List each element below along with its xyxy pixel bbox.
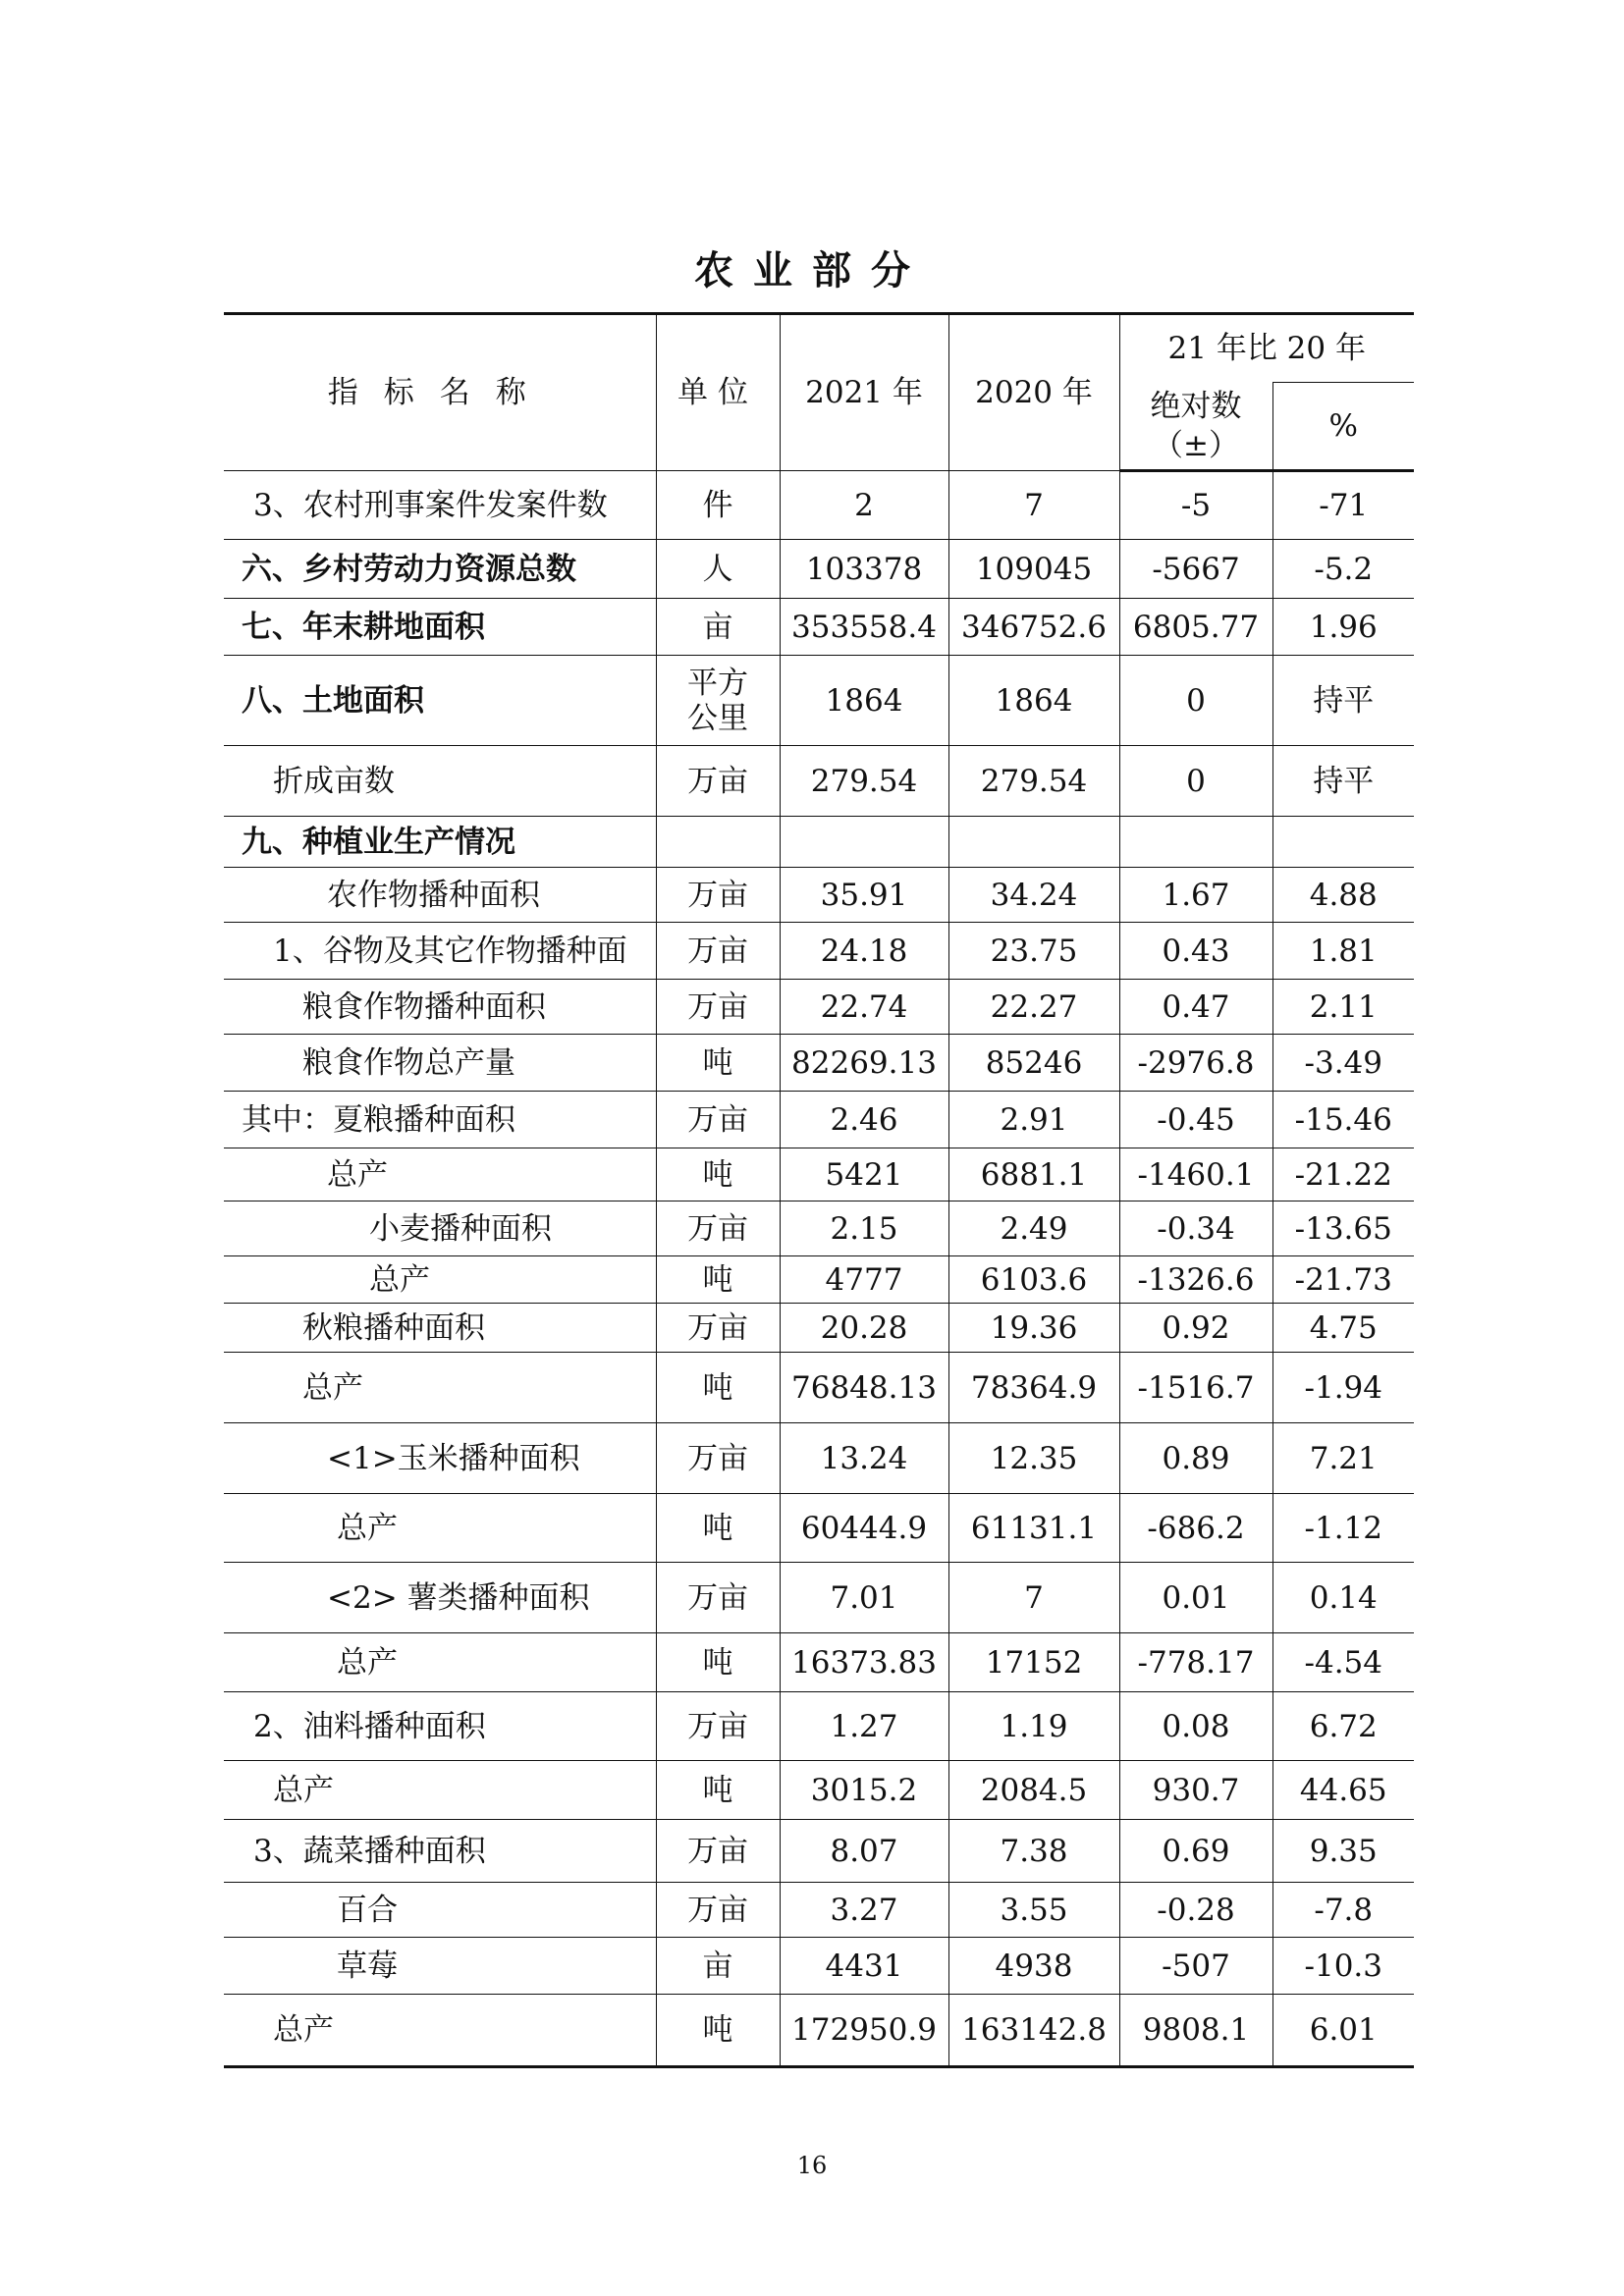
row-value-2020: 2.49 [948, 1201, 1119, 1256]
row-unit: 吨 [656, 1995, 780, 2067]
row-label: 总产 [224, 1995, 656, 2067]
row-percent-change [1272, 817, 1414, 868]
row-percent-change: 6.01 [1272, 1995, 1414, 2067]
row-label: 折成亩数 [224, 746, 656, 817]
row-value-2021: 35.91 [780, 868, 948, 923]
row-absolute-change: 6805.77 [1119, 599, 1272, 656]
row-absolute-change: 0.47 [1119, 980, 1272, 1035]
row-percent-change: 9.35 [1272, 1820, 1414, 1883]
row-value-2021 [780, 817, 948, 868]
row-percent-change: -10.3 [1272, 1938, 1414, 1995]
row-percent-change: 2.11 [1272, 980, 1414, 1035]
row-unit: 吨 [656, 1035, 780, 1092]
row-unit: 万亩 [656, 1820, 780, 1883]
row-percent-change: 1.81 [1272, 923, 1414, 980]
row-label: 总产 [224, 1148, 656, 1201]
row-absolute-change: 0.01 [1119, 1563, 1272, 1633]
table-row [224, 1353, 1414, 1423]
row-value-2020: 61131.1 [948, 1494, 1119, 1563]
row-absolute-change: 1.67 [1119, 868, 1272, 923]
row-unit: 件 [656, 471, 780, 540]
table-row [224, 746, 1414, 817]
row-unit: 吨 [656, 1148, 780, 1201]
row-percent-change: 持平 [1272, 656, 1414, 746]
table-row [224, 1148, 1414, 1201]
table-row [224, 656, 1414, 746]
row-unit: 吨 [656, 1633, 780, 1692]
row-label: 2、油料播种面积 [224, 1692, 656, 1761]
header-percent: % [1272, 383, 1414, 471]
row-percent-change: 4.75 [1272, 1304, 1414, 1353]
table-row [224, 1256, 1414, 1304]
row-value-2020: 163142.8 [948, 1995, 1119, 2067]
row-percent-change: -21.73 [1272, 1256, 1414, 1304]
row-value-2021: 2.15 [780, 1201, 948, 1256]
row-value-2020: 34.24 [948, 868, 1119, 923]
table-row [224, 868, 1414, 923]
table-row [224, 980, 1414, 1035]
row-value-2020: 1864 [948, 656, 1119, 746]
row-percent-change: 4.88 [1272, 868, 1414, 923]
table-row [224, 1035, 1414, 1092]
row-unit: 吨 [656, 1761, 780, 1820]
row-value-2021: 2.46 [780, 1092, 948, 1148]
row-label: 总产 [224, 1256, 656, 1304]
table-row [224, 1563, 1414, 1633]
header-2020: 2020 年 [948, 314, 1119, 471]
table-row [224, 1995, 1414, 2067]
row-value-2021: 3015.2 [780, 1761, 948, 1820]
header-absolute-text: 绝对数（±） [1150, 388, 1242, 463]
row-unit: 万亩 [656, 980, 780, 1035]
row-label: 粮食作物播种面积 [224, 980, 656, 1035]
row-percent-change: 1.96 [1272, 599, 1414, 656]
row-absolute-change: -507 [1119, 1938, 1272, 1995]
row-value-2021: 60444.9 [780, 1494, 948, 1563]
row-value-2020: 78364.9 [948, 1353, 1119, 1423]
row-value-2020 [948, 817, 1119, 868]
table-row [224, 540, 1414, 599]
row-label: <1>玉米播种面积 [224, 1423, 656, 1494]
row-label: 粮食作物总产量 [224, 1035, 656, 1092]
row-unit: 万亩 [656, 1692, 780, 1761]
table-row [224, 1633, 1414, 1692]
table-row [224, 1820, 1414, 1883]
table-row [224, 1938, 1414, 1995]
row-value-2021: 1864 [780, 656, 948, 746]
header-absolute [1119, 383, 1272, 471]
row-value-2020: 3.55 [948, 1883, 1119, 1938]
row-value-2021: 2 [780, 471, 948, 540]
agriculture-stats-table [224, 312, 1414, 2068]
row-unit: 万亩 [656, 1092, 780, 1148]
row-absolute-change: -2976.8 [1119, 1035, 1272, 1092]
row-value-2021: 172950.9 [780, 1995, 948, 2067]
row-label: 小麦播种面积 [224, 1201, 656, 1256]
row-value-2021: 103378 [780, 540, 948, 599]
row-label: 3、蔬菜播种面积 [224, 1820, 656, 1883]
row-percent-change: -1.94 [1272, 1353, 1414, 1423]
row-unit: 吨 [656, 1256, 780, 1304]
row-unit: 吨 [656, 1353, 780, 1423]
row-unit: 吨 [656, 1494, 780, 1563]
row-value-2021: 16373.83 [780, 1633, 948, 1692]
row-label: 总产 [224, 1761, 656, 1820]
row-value-2020: 17152 [948, 1633, 1119, 1692]
row-unit: 万亩 [656, 746, 780, 817]
row-label: 1、谷物及其它作物播种面 [224, 923, 656, 980]
table-row [224, 1883, 1414, 1938]
table-row [224, 1304, 1414, 1353]
row-percent-change: -1.12 [1272, 1494, 1414, 1563]
row-label: 总产 [224, 1353, 656, 1423]
row-value-2020: 279.54 [948, 746, 1119, 817]
row-percent-change: -71 [1272, 471, 1414, 540]
row-unit: 人 [656, 540, 780, 599]
table-row [224, 1423, 1414, 1494]
row-label: 草莓 [224, 1938, 656, 1995]
row-percent-change: -5.2 [1272, 540, 1414, 599]
row-unit: 万亩 [656, 1563, 780, 1633]
row-value-2021: 24.18 [780, 923, 948, 980]
row-unit: 万亩 [656, 1304, 780, 1353]
row-percent-change: 6.72 [1272, 1692, 1414, 1761]
row-percent-change: -21.22 [1272, 1148, 1414, 1201]
row-absolute-change: 0.08 [1119, 1692, 1272, 1761]
row-absolute-change: -0.45 [1119, 1092, 1272, 1148]
row-value-2020: 4938 [948, 1938, 1119, 1995]
table-row [224, 1692, 1414, 1761]
row-absolute-change: -0.28 [1119, 1883, 1272, 1938]
row-percent-change: -13.65 [1272, 1201, 1414, 1256]
row-unit: 亩 [656, 1938, 780, 1995]
row-absolute-change: -5667 [1119, 540, 1272, 599]
row-label: 九、种植业生产情况 [224, 817, 656, 868]
row-value-2020: 22.27 [948, 980, 1119, 1035]
row-unit [656, 817, 780, 868]
row-value-2021: 4777 [780, 1256, 948, 1304]
row-value-2021: 8.07 [780, 1820, 948, 1883]
header-2021: 2021 年 [780, 314, 948, 471]
row-value-2020: 6881.1 [948, 1148, 1119, 1201]
row-value-2021: 1.27 [780, 1692, 948, 1761]
row-value-2021: 353558.4 [780, 599, 948, 656]
header-unit: 单位 [656, 314, 780, 471]
row-percent-change: -3.49 [1272, 1035, 1414, 1092]
row-absolute-change: -0.34 [1119, 1201, 1272, 1256]
row-value-2020: 1.19 [948, 1692, 1119, 1761]
page-number: 16 [796, 2152, 828, 2179]
row-value-2020: 19.36 [948, 1304, 1119, 1353]
row-value-2020: 23.75 [948, 923, 1119, 980]
row-absolute-change: -778.17 [1119, 1633, 1272, 1692]
row-absolute-change: 0 [1119, 656, 1272, 746]
row-label: <2> 薯类播种面积 [224, 1563, 656, 1633]
row-absolute-change: 0.69 [1119, 1820, 1272, 1883]
row-absolute-change: 0.89 [1119, 1423, 1272, 1494]
header-compare: 21 年比 20 年 [1119, 314, 1414, 383]
row-percent-change: 0.14 [1272, 1563, 1414, 1633]
row-label: 农作物播种面积 [224, 868, 656, 923]
header-name: 指标名称 [224, 314, 656, 471]
row-value-2021: 4431 [780, 1938, 948, 1995]
row-value-2020: 109045 [948, 540, 1119, 599]
row-value-2020: 2084.5 [948, 1761, 1119, 1820]
row-value-2020: 2.91 [948, 1092, 1119, 1148]
row-absolute-change: -1460.1 [1119, 1148, 1272, 1201]
table-row [224, 1092, 1414, 1148]
row-value-2021: 20.28 [780, 1304, 948, 1353]
row-absolute-change: 0.92 [1119, 1304, 1272, 1353]
table-body [224, 471, 1414, 2067]
row-value-2020: 7 [948, 1563, 1119, 1633]
row-value-2020: 7 [948, 471, 1119, 540]
row-label: 其中：夏粮播种面积 [224, 1092, 656, 1148]
row-value-2020: 6103.6 [948, 1256, 1119, 1304]
row-absolute-change: 0.43 [1119, 923, 1272, 980]
row-value-2021: 7.01 [780, 1563, 948, 1633]
table-row [224, 599, 1414, 656]
row-percent-change: -7.8 [1272, 1883, 1414, 1938]
row-value-2021: 13.24 [780, 1423, 948, 1494]
row-unit: 万亩 [656, 868, 780, 923]
table-row [224, 1201, 1414, 1256]
table-row [224, 1761, 1414, 1820]
row-percent-change: -4.54 [1272, 1633, 1414, 1692]
table-row [224, 817, 1414, 868]
row-label: 总产 [224, 1494, 656, 1563]
row-value-2021: 279.54 [780, 746, 948, 817]
row-value-2020: 7.38 [948, 1820, 1119, 1883]
table-row [224, 471, 1414, 540]
row-absolute-change: 9808.1 [1119, 1995, 1272, 2067]
row-value-2021: 3.27 [780, 1883, 948, 1938]
row-unit: 万亩 [656, 1423, 780, 1494]
row-absolute-change: 0 [1119, 746, 1272, 817]
row-absolute-change: -1326.6 [1119, 1256, 1272, 1304]
row-label: 六、乡村劳动力资源总数 [224, 540, 656, 599]
row-absolute-change: -686.2 [1119, 1494, 1272, 1563]
table-row [224, 1494, 1414, 1563]
row-percent-change: -15.46 [1272, 1092, 1414, 1148]
row-value-2021: 76848.13 [780, 1353, 948, 1423]
row-absolute-change: 930.7 [1119, 1761, 1272, 1820]
row-absolute-change: -5 [1119, 471, 1272, 540]
row-label: 百合 [224, 1883, 656, 1938]
row-label: 秋粮播种面积 [224, 1304, 656, 1353]
row-unit: 万亩 [656, 1883, 780, 1938]
row-unit: 万亩 [656, 923, 780, 980]
row-value-2021: 82269.13 [780, 1035, 948, 1092]
row-label: 3、农村刑事案件发案件数 [224, 471, 656, 540]
page-title: 农业部分 [694, 248, 930, 294]
row-unit: 平方公里 [656, 656, 780, 746]
row-value-2020: 12.35 [948, 1423, 1119, 1494]
row-unit: 万亩 [656, 1201, 780, 1256]
row-percent-change: 7.21 [1272, 1423, 1414, 1494]
row-label: 总产 [224, 1633, 656, 1692]
row-label: 七、年末耕地面积 [224, 599, 656, 656]
row-percent-change: 44.65 [1272, 1761, 1414, 1820]
row-absolute-change [1119, 817, 1272, 868]
row-unit: 亩 [656, 599, 780, 656]
table-row [224, 923, 1414, 980]
row-label: 八、土地面积 [224, 656, 656, 746]
row-absolute-change: -1516.7 [1119, 1353, 1272, 1423]
row-percent-change: 持平 [1272, 746, 1414, 817]
row-value-2021: 22.74 [780, 980, 948, 1035]
row-value-2020: 346752.6 [948, 599, 1119, 656]
row-value-2020: 85246 [948, 1035, 1119, 1092]
row-value-2021: 5421 [780, 1148, 948, 1201]
